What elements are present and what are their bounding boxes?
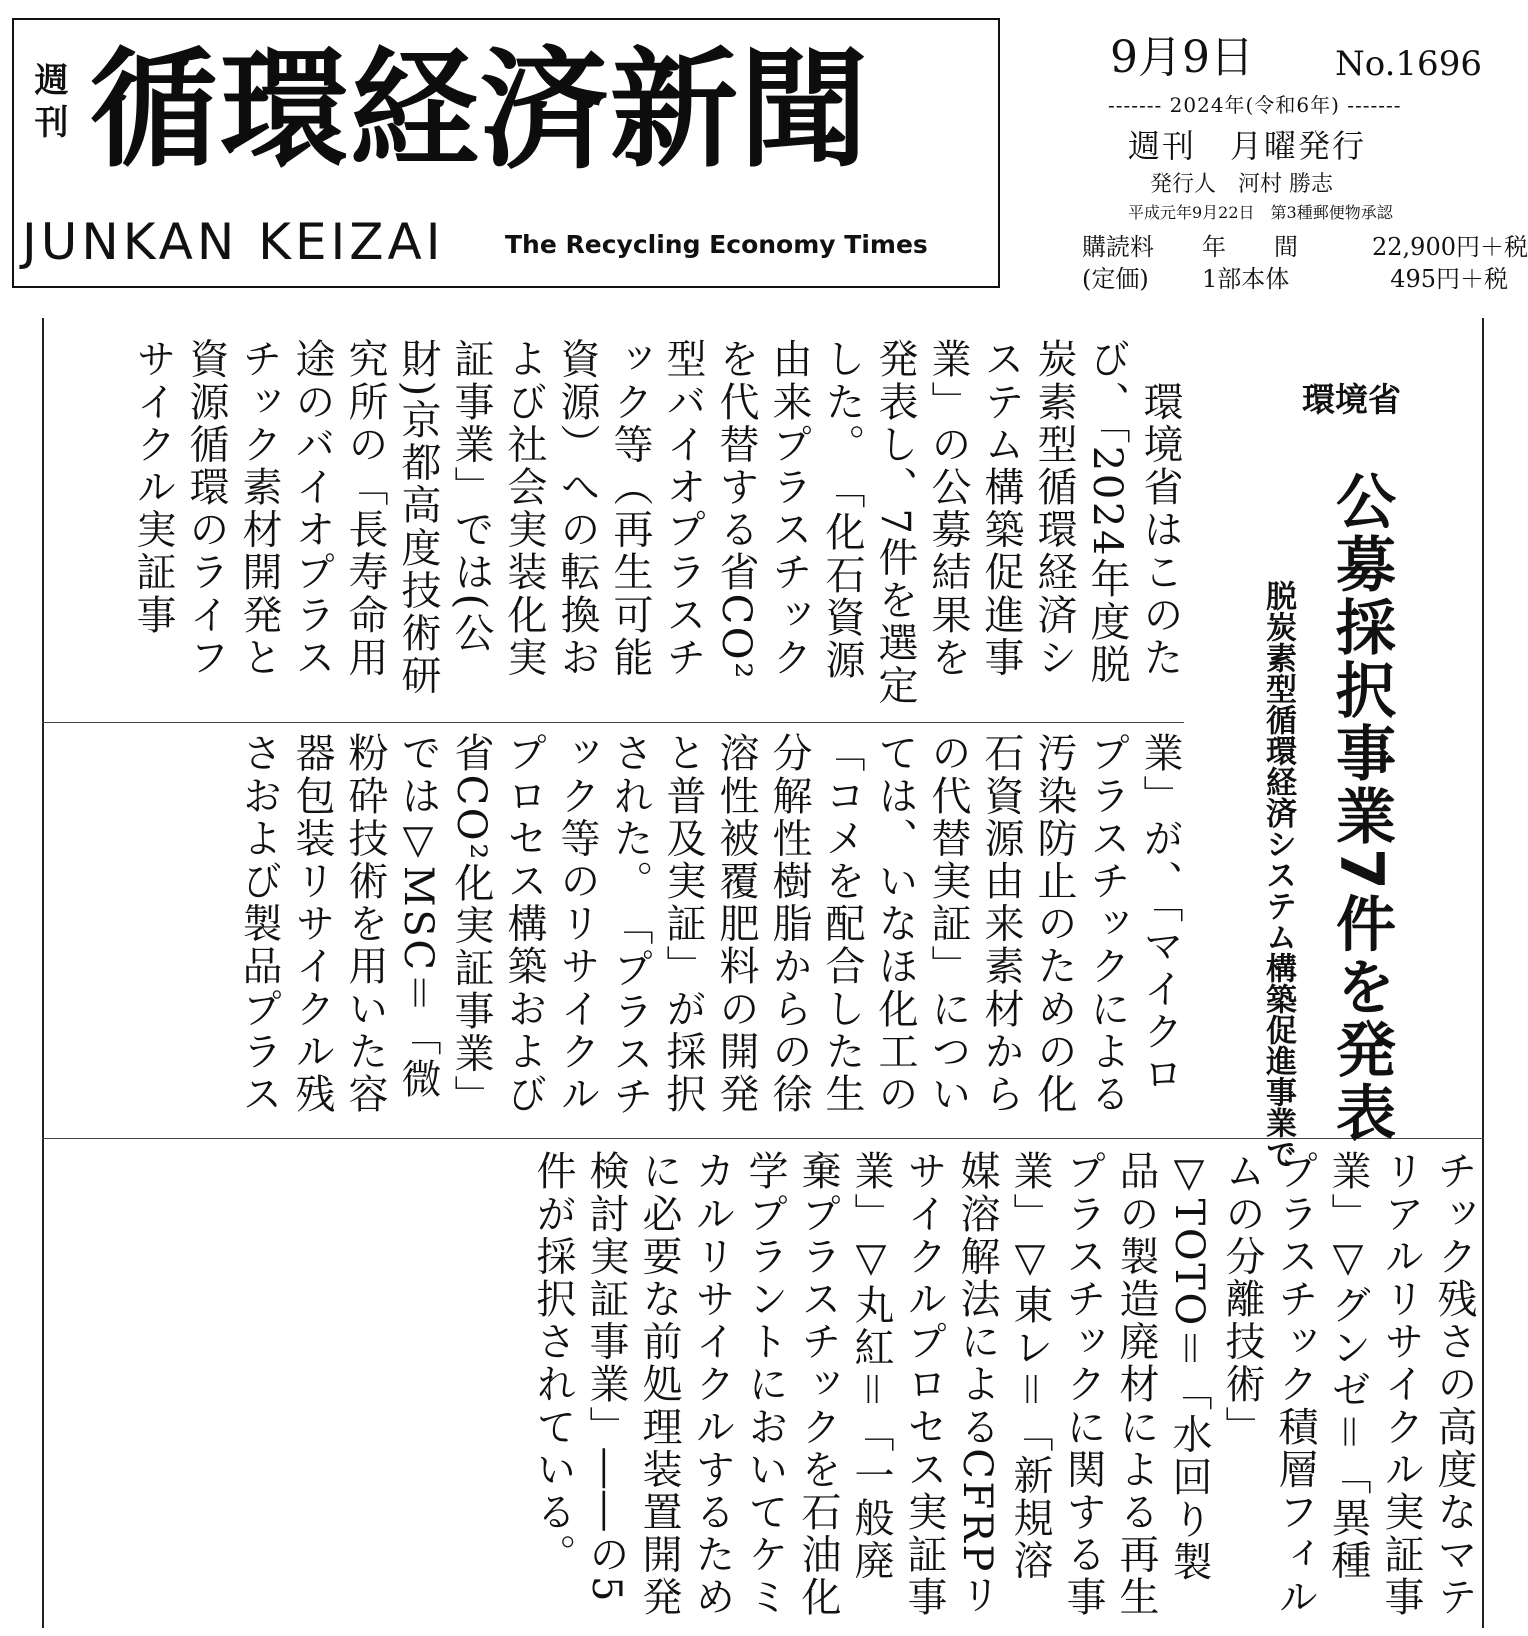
article-body-tier-1: 環境省はこのたび、「2024年度脱炭素型循環経済システム構築促進事業」の公募結果を発表し、7件を選定した。 「化石資源由来プラスチックを代替する省CO²型バイオプラスチック等（再生可能資源）への転換および社会実装化実証事業」では(公財)京都高度技術研究所の「長寿命用途のバイオプラスチック素材開発と資源循環のライフサイクル実証事	[130, 338, 1183, 707]
postal-approval: 平成元年9月22日 第3種郵便物承認	[1128, 203, 1393, 222]
per-copy-price: 495円＋税	[1390, 265, 1508, 293]
roman-title: JUNKAN KEIZAI	[22, 213, 445, 271]
english-title: The Recycling Economy Times	[505, 230, 928, 259]
subscription-row	[1082, 232, 1528, 262]
publisher-line: 発行人 河村 勝志	[1150, 172, 1333, 197]
article-headline: 公募採択事業7件を発表	[1326, 470, 1396, 1145]
subscription-period: 年 間	[1202, 233, 1298, 261]
newspaper-title: 循環経済新聞	[90, 36, 871, 185]
ministry-label: 環境省	[1302, 380, 1401, 419]
masthead-divider	[998, 18, 1000, 288]
publication-frequency: 週刊 月曜発行	[1128, 127, 1367, 165]
article-body-tier-3: チック残さの高度なマテリアルリサイクル実証事業」▽グンゼ＝「異種プラスチック積層フィルムの分離技術」▽TOTO＝「水回り製品の製造廃材による再生プラスチックに関する事業」▽東レ＝「新規溶媒溶解法によるCFRPリサイクルプロセス実証事業」▽丸紅＝「一般廃棄プラスチックを石油化学プラントにおいてケミカルリサイクルするために必要な前処理装置開発検討実証事業」――の5件が採択されている。	[530, 1150, 1477, 1619]
issue-year: ------- 2024年(令和6年) -------	[1108, 93, 1402, 117]
article-subheadline: 脱炭素型循環経済システム構築促進事業で	[1260, 580, 1296, 1169]
subscription-label: 購読料	[1082, 233, 1154, 261]
article-body-tier-2: 業」が、「マイクロプラスチックによる汚染防止のための化石資源由来素材からの代替実証」については、いなほ化工の「コメを配合した生分解性樹脂からの徐溶性被覆肥料の開発と普及実証」が採択された。 「プラスチック等のリサイクルプロセス構築および省CO²化実証事業」では▽MSC＝「微粉砕技術を用いた容器包装リサイクル残さおよび製品プラス	[236, 732, 1183, 1118]
subscription-price: 22,900円＋税	[1372, 233, 1528, 261]
issue-date: 9月9日	[1110, 32, 1254, 83]
issue-number: No.1696	[1335, 44, 1482, 84]
tier-divider-1	[42, 722, 1184, 723]
per-copy-label: 1部本体	[1202, 265, 1290, 293]
per-copy-row	[1082, 264, 1508, 294]
weekly-label: 週刊	[28, 62, 68, 146]
fixed-price-label: (定価)	[1082, 265, 1149, 293]
